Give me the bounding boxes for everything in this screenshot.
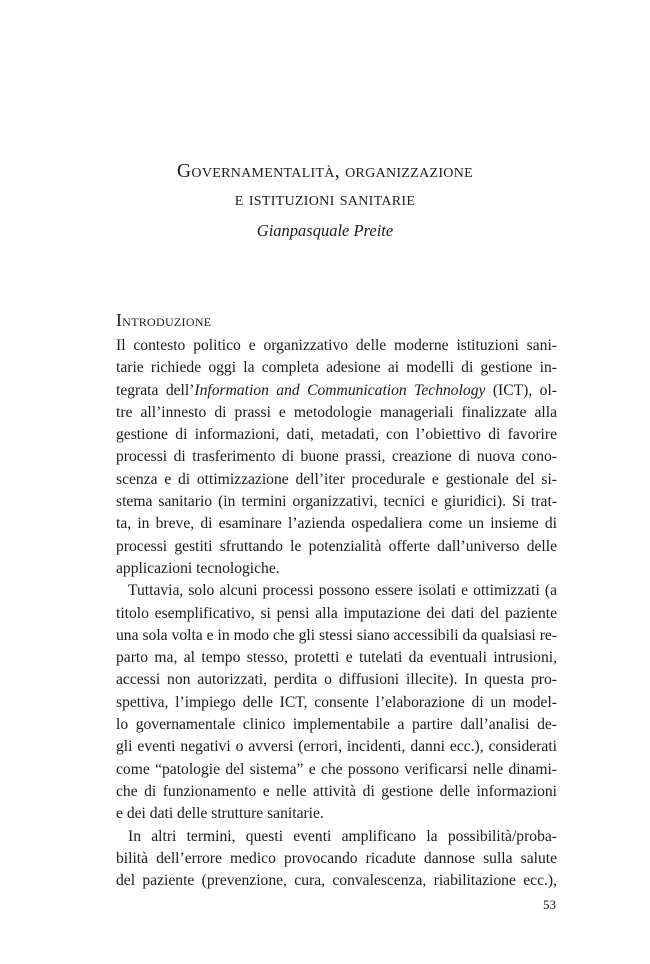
body-line: tre all’innesto di prassi e metodologie manageriali finalizzate alla: [116, 403, 557, 421]
italic-term: Information and Communication Technology: [194, 381, 486, 399]
body-line: scenza e di ottimizzazione dell’iter procedurale e gestionale del si-: [116, 470, 557, 488]
body-line: gestione di informazioni, dati, metadati, con l’obiettivo di favorire: [116, 426, 557, 444]
text-run: (ICT), ol-: [485, 381, 557, 399]
body-line: una sola volta e in modo che gli stessi siano accessibili da qualsiasi re-: [116, 626, 557, 644]
body-line: stema sanitario (in termini organizzativi, tecnici e giuridici). Si trat-: [116, 493, 557, 511]
body-line: che di funzionamento e nelle attività di gestione delle informazioni: [116, 782, 557, 800]
body-text: [116, 335, 557, 892]
article-author: Gianpasquale Preite: [256, 221, 394, 240]
paragraph-end-line: e dei dati delle strutture sanitarie.: [116, 805, 324, 823]
body-line: processi gestiti sfruttando le potenzialità offerte dall’universo delle: [116, 537, 557, 555]
body-line: titolo esemplificativo, si pensi alla imputazione dei dati del paziente: [116, 604, 557, 622]
page-number: 53: [543, 897, 556, 912]
body-line: tarie richiede oggi la completa adesione ai modelli di gestione in-: [116, 359, 557, 377]
body-line: spettiva, l’impiego delle ICT, consente l’elaborazione di un model-: [116, 693, 557, 711]
article-title-line-1: Governamentalità, organizzazione: [177, 161, 473, 182]
body-line: gli eventi negativi o avversi (errori, incidenti, danni ecc.), considerati: [116, 738, 557, 756]
body-line: accessi non autorizzati, perdita o diffusioni illecite). In questa pro-: [116, 671, 557, 689]
body-line: del paziente (prevenzione, cura, convalescenza, riabilitazione ecc.),: [116, 872, 557, 890]
article-title-line-2: e istituzioni sanitarie: [234, 189, 416, 210]
article-header: [0, 158, 650, 243]
paragraph-first-line: Tuttavia, solo alcuni processi possono essere isolati e ottimizzati (a: [128, 582, 557, 600]
body-line: processi di trasferimento di buone prassi, creazione di nuova cono-: [116, 448, 557, 466]
body-line: Il contesto politico e organizzativo delle moderne istituzioni sani-: [116, 337, 557, 354]
body-line: come “patologie del sistema” e che possono verificarsi nelle dinami-: [116, 760, 557, 778]
section-heading: Introduzione: [116, 310, 212, 330]
text-run: tegrata dell’: [116, 381, 195, 399]
body-line: ta, in breve, di esaminare l’azienda ospedaliera come un insieme di: [116, 515, 557, 533]
body-line: lo governamentale clinico implementabile a partire dall’analisi de-: [116, 716, 557, 734]
body-line: bilità dell’errore medico provocando ricadute dannose sulla salute: [116, 849, 557, 867]
paragraph-first-line: In altri termini, questi eventi amplificano la possibilità/proba-: [128, 827, 557, 845]
body-line-with-italic: [116, 380, 557, 402]
body-line: parto ma, al tempo stesso, protetti e tutelati da eventuali intrusioni,: [116, 649, 557, 667]
paragraph-end-line: applicazioni tecnologiche.: [116, 559, 280, 577]
